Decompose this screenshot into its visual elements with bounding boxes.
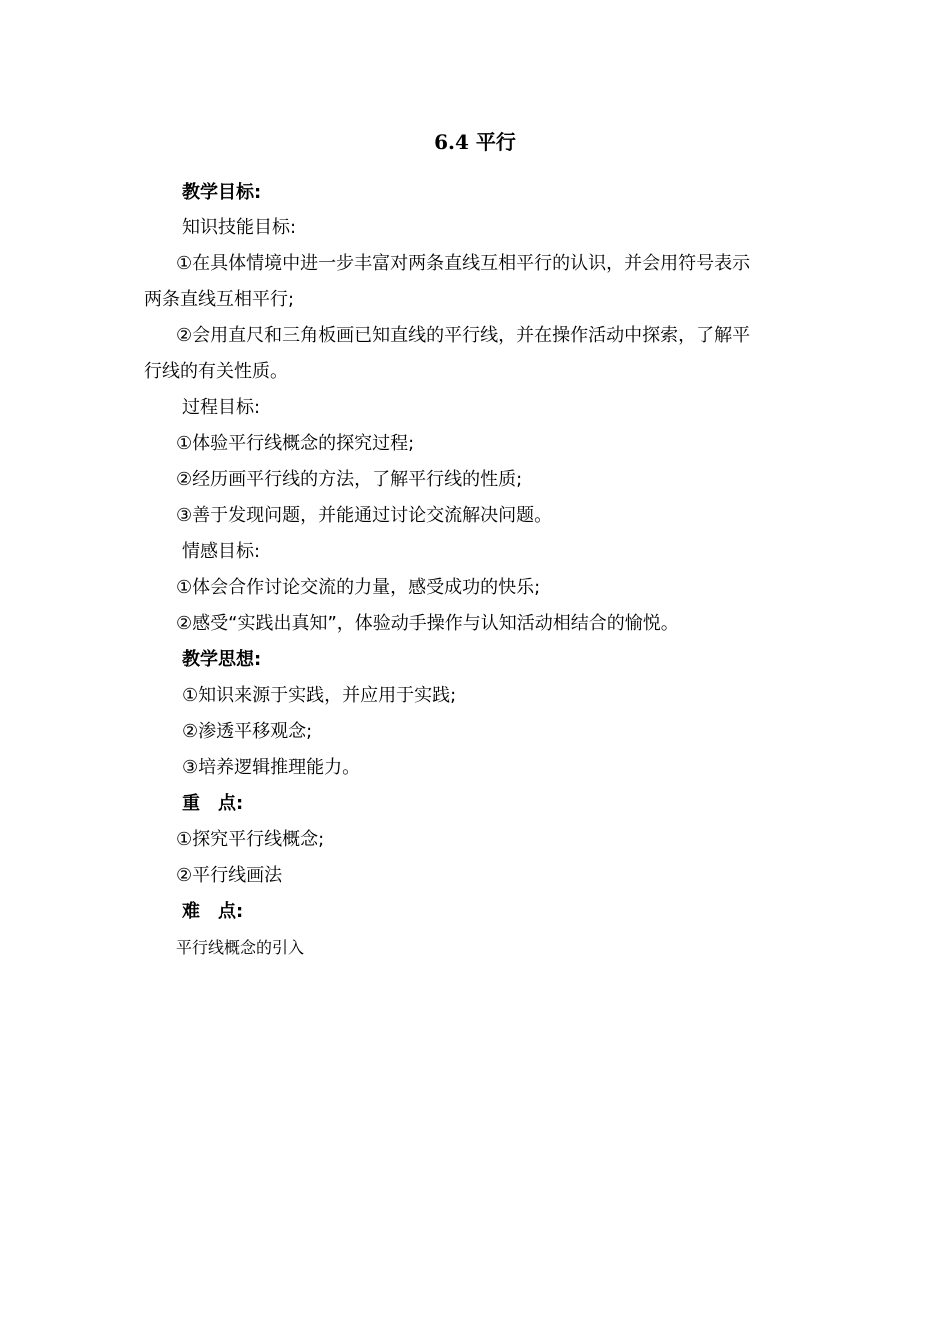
- process-item-1: ①体验平行线概念的探究过程;: [176, 433, 415, 454]
- emotion-heading: 情感目标:: [182, 541, 261, 562]
- thought-heading: 教学思想:: [182, 649, 262, 670]
- difficulty-heading: 难 点:: [182, 901, 244, 922]
- emotion-item-2: ②感受“实践出真知”，体验动手操作与认知活动相结合的愉悦。: [176, 613, 679, 634]
- thought-item-3: ③培养逻辑推理能力。: [182, 757, 361, 778]
- knowledge-item-2: ②会用直尺和三角板画已知直线的平行线，并在操作活动中探索，了解平: [176, 325, 751, 346]
- teaching-goals-heading: 教学目标:: [182, 182, 262, 203]
- knowledge-item-1-cont: 两条直线互相平行;: [144, 289, 295, 310]
- process-heading: 过程目标:: [182, 397, 261, 418]
- key-heading: 重 点:: [182, 793, 244, 814]
- key-item-2: ②平行线画法: [176, 865, 283, 886]
- knowledge-item-2-cont: 行线的有关性质。: [144, 361, 288, 382]
- page-title: 6.4 平行: [434, 130, 516, 154]
- thought-item-1: ①知识来源于实践，并应用于实践;: [182, 685, 457, 706]
- difficulty-item-1: 平行线概念的引入: [176, 938, 305, 957]
- knowledge-heading: 知识技能目标:: [182, 217, 297, 238]
- emotion-item-1: ①体会合作讨论交流的力量，感受成功的快乐;: [176, 577, 541, 598]
- knowledge-item-1: ①在具体情境中进一步丰富对两条直线互相平行的认识，并会用符号表示: [176, 253, 751, 274]
- process-item-2: ②经历画平行线的方法，了解平行线的性质;: [176, 469, 523, 490]
- key-item-1: ①探究平行线概念;: [176, 829, 325, 850]
- thought-item-2: ②渗透平移观念;: [182, 721, 313, 742]
- process-item-3: ③善于发现问题，并能通过讨论交流解决问题。: [176, 505, 553, 526]
